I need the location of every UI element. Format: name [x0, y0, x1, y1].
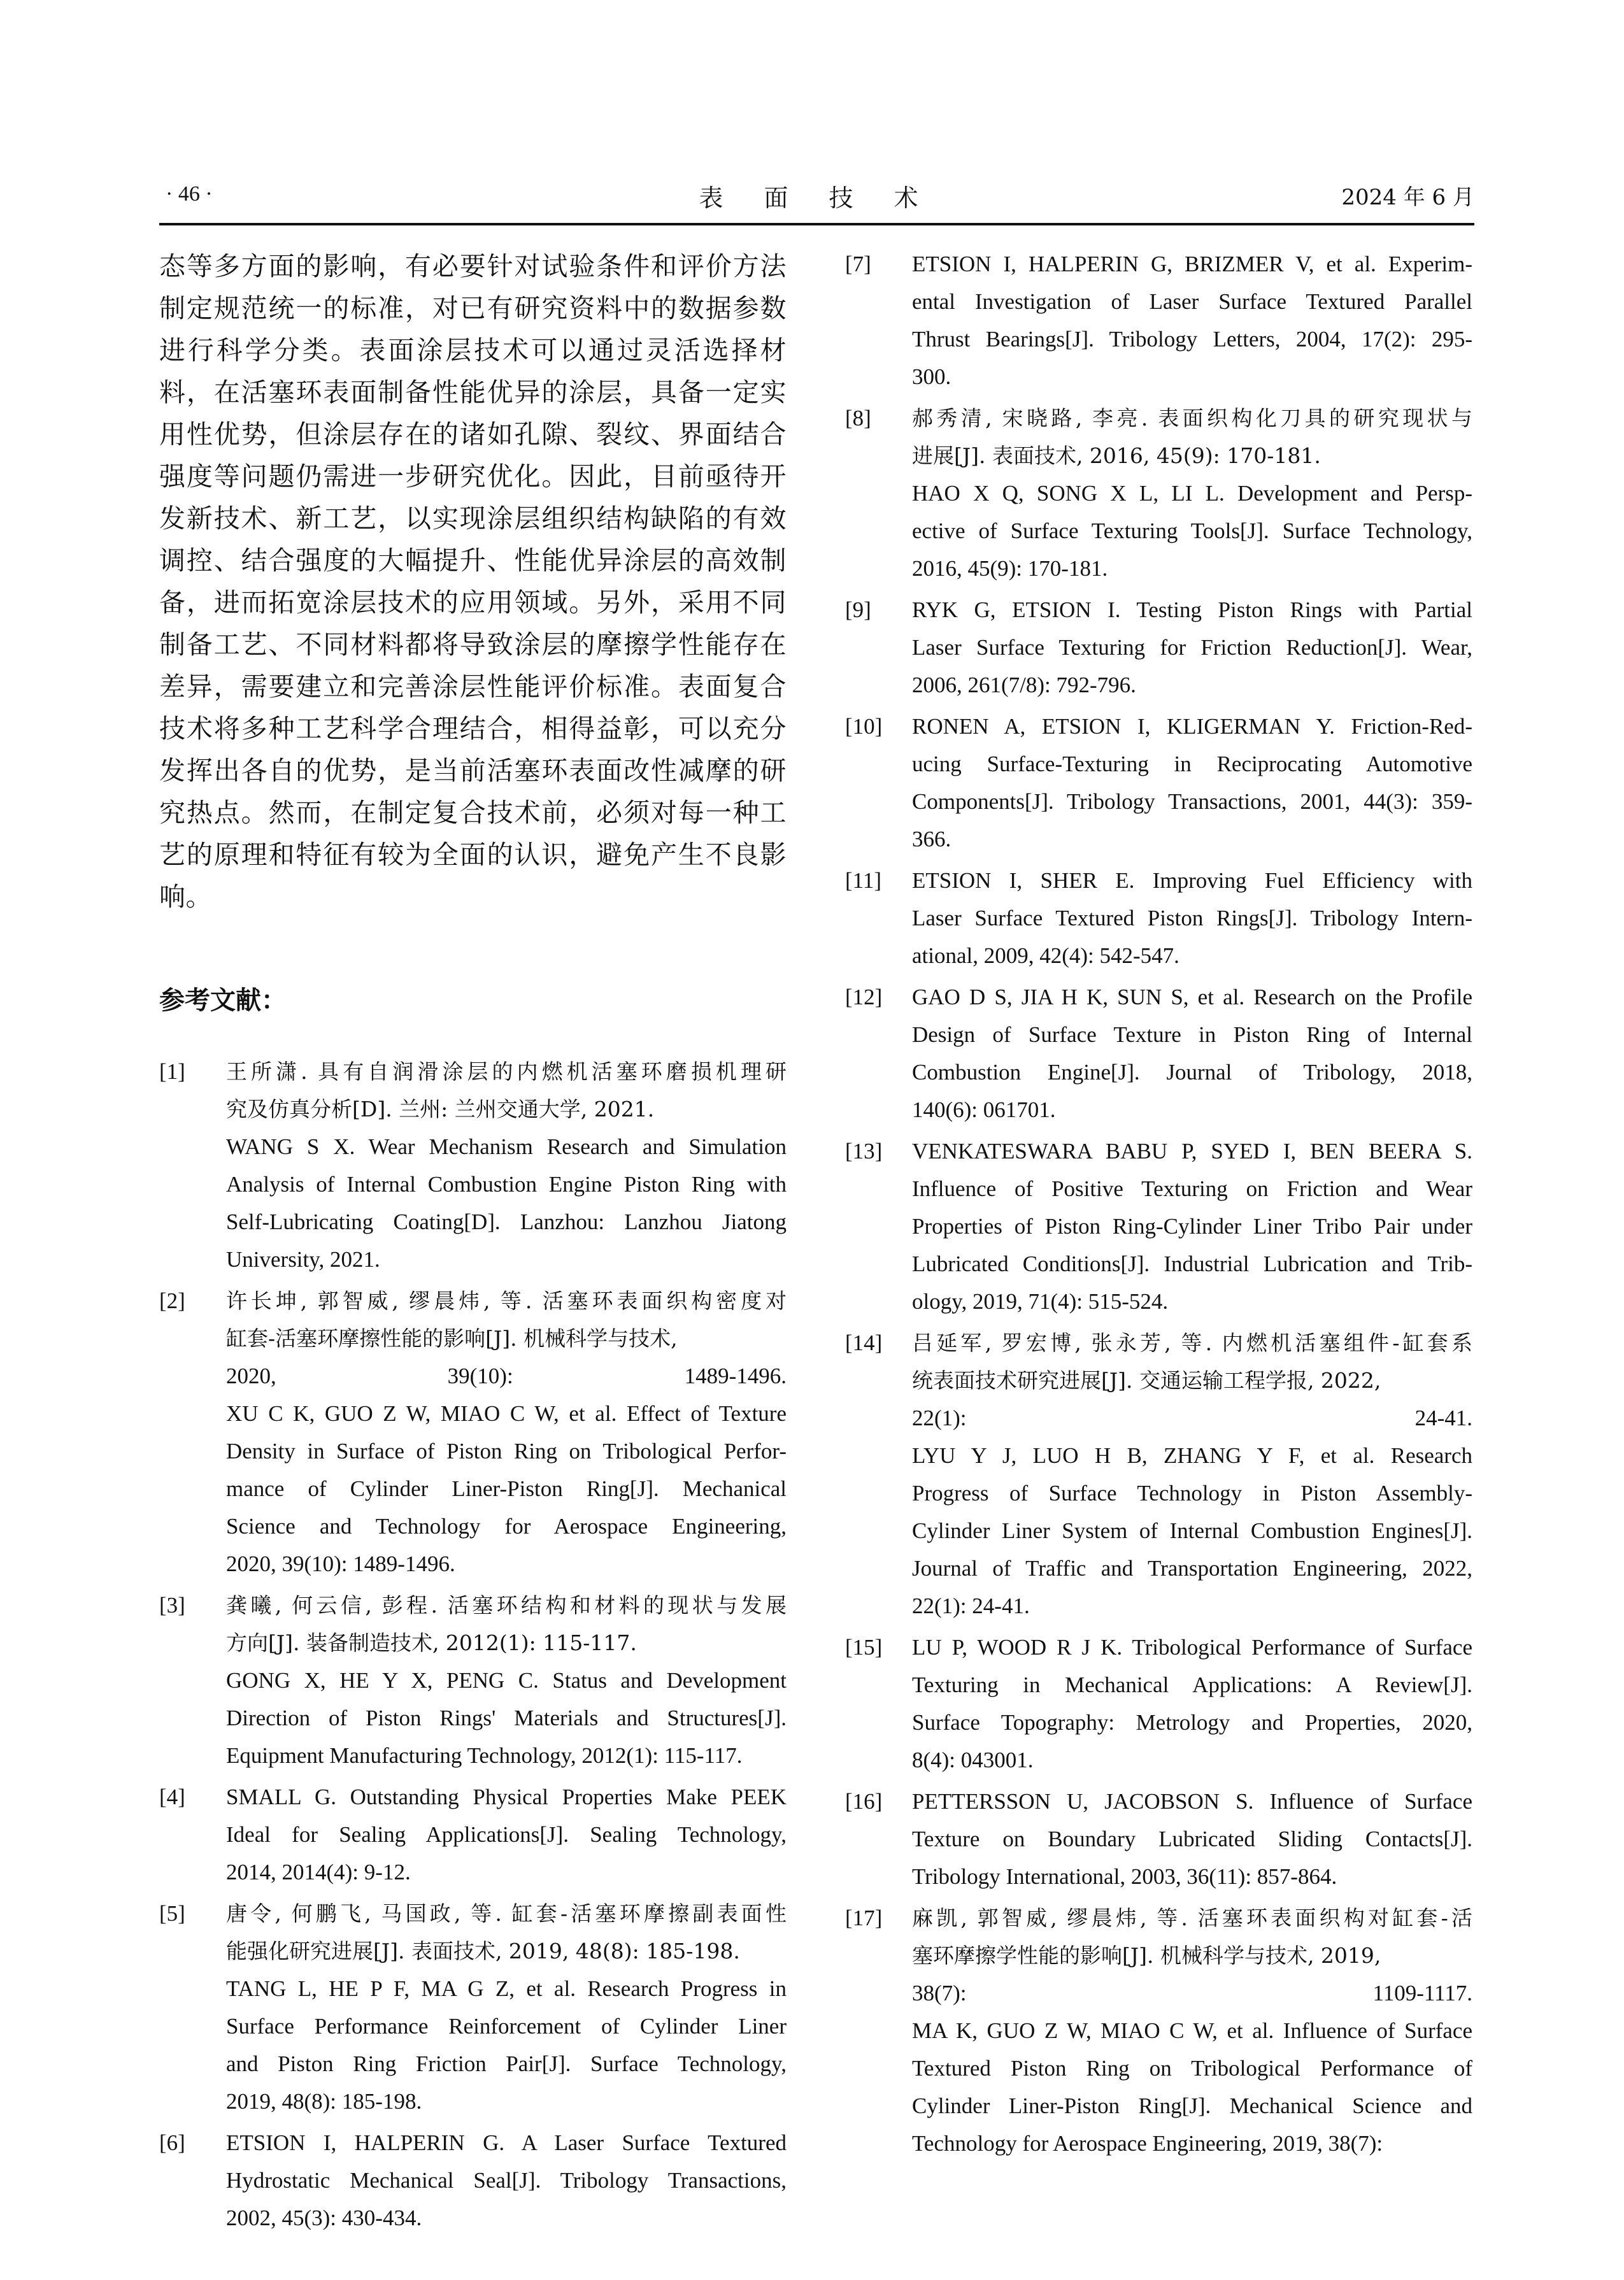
reference-line: Hydrostatic Mechanical Seal[J]. Tribology Transactions, — [226, 2168, 787, 2193]
running-header — [159, 172, 1474, 225]
reference-line: Journal of Traffic and Transportation Engineering, 2022, — [912, 1556, 1472, 1581]
reference-line: 2006, 261(7/8): 792-796. — [912, 673, 1136, 697]
reference-number: [6] — [159, 2130, 185, 2155]
left-column — [159, 245, 787, 2241]
body-paragraph — [159, 245, 787, 918]
reference-item — [845, 708, 1472, 858]
reference-item — [159, 1282, 787, 1583]
body-line: 备，进而拓宽涂层技术的应用领域。另外，采用不同 — [159, 587, 787, 618]
body-line: 艺的原理和特征有较为全面的认识，避免产生不良影响。 — [159, 839, 787, 912]
reference-number: [17] — [845, 1906, 883, 1930]
reference-item — [845, 591, 1472, 704]
reference-line: VENKATESWARA BABU P, SYED I, BEN BEERA S. — [912, 1139, 1472, 1164]
reference-line: TANG L, HE P F, MA G Z, et al. Research Progress in — [226, 1976, 787, 2001]
reference-line: 38(7): 1109-1117. — [912, 1981, 1472, 2006]
reference-line: University, 2021. — [226, 1247, 380, 1272]
reference-line: SMALL G. Outstanding Physical Properties Make PEEK — [226, 1785, 787, 1809]
reference-line: 366. — [912, 827, 951, 851]
reference-line: ental Investigation of Laser Surface Textured Parallel — [912, 289, 1472, 314]
reference-line: GONG X, HE Y X, PENG C. Status and Development — [226, 1668, 787, 1693]
reference-line: 统表面技术研究进展[J]. 交通运输工程学报, 2022, — [912, 1368, 1381, 1393]
body-line: 差异，需要建立和完善涂层性能评价标准。表面复合 — [159, 671, 787, 702]
reference-number: [5] — [159, 1901, 185, 1926]
reference-line: Density in Surface of Piston Ring on Tribological Perfor- — [226, 1439, 787, 1464]
reference-line: Cylinder Liner-Piston Ring[J]. Mechanical Science and — [912, 2093, 1472, 2118]
reference-line: Texture on Boundary Lubricated Sliding Contacts[J]. — [912, 1827, 1472, 1851]
body-line: 态等多方面的影响，有必要针对试验条件和评价方法 — [159, 251, 787, 281]
reference-item — [845, 1783, 1472, 1895]
reference-line: Textured Piston Ring on Tribological Performance of — [912, 2056, 1472, 2081]
reference-item — [159, 2124, 787, 2237]
reference-number: [7] — [845, 252, 871, 276]
reference-number: [2] — [159, 1288, 185, 1313]
reference-line: Texturing in Mechanical Applications: A Review[J]. — [912, 1672, 1472, 1697]
reference-line: ETSION I, HALPERIN G, BRIZMER V, et al. Experim- — [912, 252, 1472, 276]
reference-number: [9] — [845, 597, 871, 622]
reference-line: RYK G, ETSION I. Testing Piston Rings with Partial — [912, 597, 1472, 622]
reference-item — [845, 862, 1472, 974]
reference-item — [845, 1628, 1472, 1779]
reference-line: 2020, 39(10): 1489-1496. — [226, 1551, 455, 1576]
reference-line: Laser Surface Texturing for Friction Reduction[J]. Wear, — [912, 635, 1472, 660]
reference-line: Technology for Aerospace Engineering, 2019, 38(7): — [912, 2131, 1383, 2156]
reference-item — [159, 1586, 787, 1774]
reference-line: LU P, WOOD R J K. Tribological Performance of Surface — [912, 1635, 1472, 1660]
reference-item — [159, 1895, 787, 2120]
reference-line: Properties of Piston Ring-Cylinder Liner Tribo Pair under — [912, 1214, 1472, 1239]
reference-line: Science and Technology for Aerospace Engineering, — [226, 1514, 787, 1539]
reference-line: HAO X Q, SONG X L, LI L. Development and Persp- — [912, 481, 1472, 506]
reference-line: 郝秀清, 宋晓路, 李亮. 表面织构化刀具的研究现状与 — [912, 406, 1472, 431]
reference-line: Components[J]. Tribology Transactions, 2001, 44(3): 359- — [912, 789, 1472, 814]
reference-line: Influence of Positive Texturing on Friction and Wear — [912, 1176, 1472, 1201]
body-line: 究热点。然而，在制定复合技术前，必须对每一种工 — [159, 797, 787, 828]
reference-line: 8(4): 043001. — [912, 1748, 1034, 1772]
reference-line: Surface Topography: Metrology and Properties, 2020, — [912, 1710, 1472, 1735]
body-line: 发挥出各自的优势，是当前活塞环表面改性减摩的研 — [159, 755, 787, 786]
body-line: 进行科学分类。表面涂层技术可以通过灵活选择材 — [159, 335, 787, 366]
reference-line: Analysis of Internal Combustion Engine Piston Ring with — [226, 1172, 787, 1197]
reference-line: 进展[J]. 表面技术, 2016, 45(9): 170-181. — [912, 443, 1321, 468]
body-line: 制备工艺、不同材料都将导致涂层的摩擦学性能存在 — [159, 629, 787, 660]
reference-number: [15] — [845, 1635, 883, 1660]
reference-list-left — [159, 1053, 787, 2237]
right-column — [845, 245, 1472, 2166]
reference-line: 22(1): 24-41. — [912, 1406, 1472, 1430]
reference-line: Lubricated Conditions[J]. Industrial Lubrication and Trib- — [912, 1251, 1472, 1276]
journal-title: 表 面 技 术 — [699, 184, 935, 212]
reference-line: Tribology International, 2003, 36(11): 857-864. — [912, 1864, 1337, 1889]
reference-item — [845, 399, 1472, 587]
reference-item — [845, 1899, 1472, 2162]
reference-line: 2016, 45(9): 170-181. — [912, 556, 1108, 581]
reference-line: 龚曦, 何云信, 彭程. 活塞环结构和材料的现状与发展 — [226, 1593, 787, 1618]
reference-number: [1] — [159, 1059, 185, 1084]
reference-line: MA K, GUO Z W, MIAO C W, et al. Influence of Surface — [912, 2018, 1472, 2043]
reference-line: ETSION I, SHER E. Improving Fuel Efficiency with — [912, 868, 1472, 893]
reference-line: 22(1): 24-41. — [912, 1593, 1030, 1618]
reference-line: 2014, 2014(4): 9-12. — [226, 1860, 411, 1885]
body-line: 制定规范统一的标准，对已有研究资料中的数据参数 — [159, 293, 787, 324]
reference-number: [4] — [159, 1785, 185, 1809]
reference-item — [845, 245, 1472, 395]
reference-line: Laser Surface Textured Piston Rings[J]. Tribology Intern- — [912, 906, 1472, 930]
reference-line: 麻凯, 郭智威, 缪晨炜, 等. 活塞环表面织构对缸套-活 — [912, 1906, 1472, 1930]
reference-line: 2002, 45(3): 430-434. — [226, 2205, 422, 2230]
reference-number: [8] — [845, 406, 871, 431]
reference-line: ETSION I, HALPERIN G. A Laser Surface Textured — [226, 2130, 787, 2155]
page-number: · 46 · — [166, 182, 213, 206]
reference-item — [159, 1778, 787, 1891]
reference-line: 唐令, 何鹏飞, 马国政, 等. 缸套-活塞环摩擦副表面性 — [226, 1901, 787, 1926]
body-line: 强度等问题仍需进一步研究优化。因此，目前亟待开 — [159, 461, 787, 492]
body-line: 调控、结合强度的大幅提升、性能优异涂层的高效制 — [159, 545, 787, 576]
reference-line: Thrust Bearings[J]. Tribology Letters, 2004, 17(2): 295- — [912, 327, 1472, 352]
reference-line: 王所潇. 具有自润滑涂层的内燃机活塞环磨损机理研 — [226, 1059, 787, 1084]
reference-line: 2019, 48(8): 185-198. — [226, 2089, 422, 2114]
reference-line: ucing Surface-Texturing in Reciprocating Automotive — [912, 752, 1472, 776]
reference-item — [845, 1132, 1472, 1320]
reference-line: GAO D S, JIA H K, SUN S, et al. Research on the Profile — [912, 985, 1472, 1009]
reference-line: 能强化研究进展[J]. 表面技术, 2019, 48(8): 185-198. — [226, 1939, 740, 1963]
reference-line: 缸套-活塞环摩擦性能的影响[J]. 机械科学与技术, — [226, 1326, 678, 1351]
reference-line: Cylinder Liner System of Internal Combustion Engines[J]. — [912, 1518, 1472, 1543]
reference-line: LYU Y J, LUO H B, ZHANG Y F, et al. Research — [912, 1443, 1472, 1468]
reference-line: Self-Lubricating Coating[D]. Lanzhou: Lanzhou Jiatong — [226, 1209, 787, 1234]
reference-line: WANG S X. Wear Mechanism Research and Simulation — [226, 1134, 787, 1159]
body-line: 发新技术、新工艺，以实现涂层组织结构缺陷的有效 — [159, 503, 787, 534]
reference-line: Ideal for Sealing Applications[J]. Sealing Technology, — [226, 1822, 787, 1847]
reference-line: ology, 2019, 71(4): 515-524. — [912, 1289, 1169, 1314]
reference-line: 方向[J]. 装备制造技术, 2012(1): 115-117. — [226, 1630, 637, 1655]
reference-line: ational, 2009, 42(4): 542-547. — [912, 943, 1179, 968]
reference-line: Equipment Manufacturing Technology, 2012(1): 115-117. — [226, 1743, 743, 1768]
reference-number: [13] — [845, 1139, 883, 1164]
reference-number: [10] — [845, 714, 883, 739]
reference-line: PETTERSSON U, JACOBSON S. Influence of Surface — [912, 1789, 1472, 1814]
reference-line: 塞环摩擦学性能的影响[J]. 机械科学与技术, 2019, — [912, 1943, 1381, 1968]
reference-line: 140(6): 061701. — [912, 1097, 1056, 1122]
reference-list-right — [845, 245, 1472, 2162]
reference-item — [159, 1053, 787, 1278]
body-line: 料，在活塞环表面制备性能优异的涂层，具备一定实 — [159, 377, 787, 408]
reference-number: [11] — [845, 868, 882, 893]
reference-line: Surface Performance Reinforcement of Cylinder Liner — [226, 2014, 787, 2039]
reference-line: 300. — [912, 364, 951, 389]
reference-number: [14] — [845, 1330, 883, 1355]
reference-line: Combustion Engine[J]. Journal of Tribology, 2018, — [912, 1060, 1472, 1085]
issue-date: 2024 年 6 月 — [1341, 185, 1474, 210]
reference-line: RONEN A, ETSION I, KLIGERMAN Y. Friction-Red- — [912, 714, 1472, 739]
reference-line: ective of Surface Texturing Tools[J]. Surface Technology, — [912, 518, 1472, 543]
reference-item — [845, 1324, 1472, 1625]
body-line: 用性优势，但涂层存在的诸如孔隙、裂纹、界面结合 — [159, 419, 787, 450]
reference-number: [3] — [159, 1593, 185, 1618]
reference-line: 2020, 39(10): 1489-1496. — [226, 1364, 787, 1388]
reference-line: Progress of Surface Technology in Piston Assembly- — [912, 1481, 1472, 1506]
reference-line: XU C K, GUO Z W, MIAO C W, et al. Effect of Texture — [226, 1401, 787, 1426]
reference-number: [12] — [845, 985, 883, 1009]
reference-line: and Piston Ring Friction Pair[J]. Surface Technology, — [226, 2051, 787, 2076]
reference-number: [16] — [845, 1789, 883, 1814]
reference-line: Design of Surface Texture in Piston Ring of Internal — [912, 1022, 1472, 1047]
reference-line: Direction of Piston Rings' Materials and Structures[J]. — [226, 1706, 787, 1730]
reference-line: mance of Cylinder Liner-Piston Ring[J]. Mechanical — [226, 1476, 787, 1501]
references-heading: 参考文献： — [159, 986, 287, 1015]
reference-line: 许长坤, 郭智威, 缪晨炜, 等. 活塞环表面织构密度对 — [226, 1288, 787, 1313]
body-line: 技术将多种工艺科学合理结合，相得益彰，可以充分 — [159, 713, 787, 744]
reference-line: 吕延军, 罗宏博, 张永芳, 等. 内燃机活塞组件-缸套系 — [912, 1330, 1472, 1355]
reference-line: 究及仿真分析[D]. 兰州: 兰州交通大学, 2021. — [226, 1097, 655, 1122]
reference-item — [845, 978, 1472, 1129]
